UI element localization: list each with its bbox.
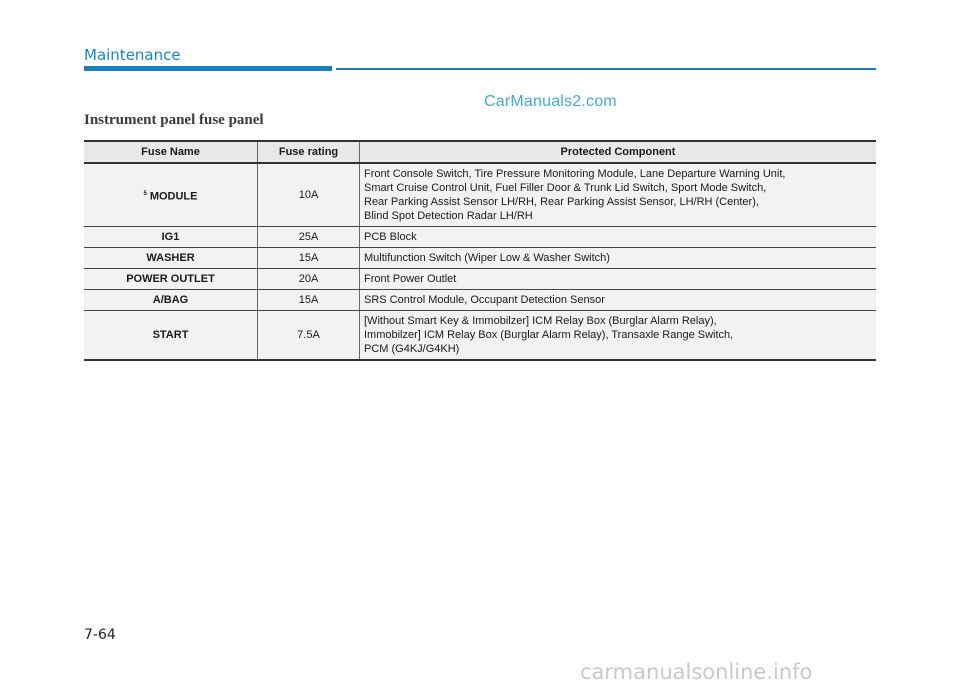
page-heading: Instrument panel fuse panel <box>84 112 264 128</box>
table-row <box>84 269 876 290</box>
fuse-rating: 15A <box>258 290 360 311</box>
fuse-name: WASHER <box>84 248 258 269</box>
fuse-name: IG1 <box>84 227 258 248</box>
component-line: Multifunction Switch (Wiper Low & Washer Switch) <box>364 252 610 264</box>
component-line: Immobilzer] ICM Relay Box (Burglar Alarm Relay), Transaxle Range Switch, <box>364 329 734 341</box>
section-title: Maintenance <box>84 46 181 64</box>
component-line: PCB Block <box>364 231 417 243</box>
fuse-rating: 10A <box>258 163 360 227</box>
fuse-rating: 20A <box>258 269 360 290</box>
fuse-name-cell <box>84 163 258 227</box>
fuse-rating: 7.5A <box>258 311 360 361</box>
footer-watermark: carmanualsonline.info <box>580 660 813 684</box>
protected-component <box>360 311 877 361</box>
watermark: CarManuals2.com <box>484 93 617 110</box>
table-row <box>84 227 876 248</box>
fuse-name: START <box>84 311 258 361</box>
column-header-protected-component: Protected Component <box>360 141 877 163</box>
protected-component <box>360 163 877 227</box>
component-line: SRS Control Module, Occupant Detection Sensor <box>364 294 605 306</box>
fuse-table <box>84 140 876 361</box>
fuse-name: A/BAG <box>84 290 258 311</box>
fuse-name: POWER OUTLET <box>84 269 258 290</box>
column-header-fuse-name: Fuse Name <box>84 141 258 163</box>
table-row <box>84 248 876 269</box>
component-line: Rear Parking Assist Sensor LH/RH, Rear Parking Assist Sensor, LH/RH (Center), <box>364 196 759 208</box>
component-line: PCM (G4KJ/G4KH) <box>364 343 460 355</box>
header-rule-thin <box>336 68 876 70</box>
component-line: Smart Cruise Control Unit, Fuel Filler Door & Trunk Lid Switch, Sport Mode Switch, <box>364 182 767 194</box>
table-row <box>84 290 876 311</box>
protected-component <box>360 269 877 290</box>
component-line: Front Power Outlet <box>364 273 457 285</box>
header-rule-thick <box>84 66 332 71</box>
column-header-fuse-rating: Fuse rating <box>258 141 360 163</box>
table-row <box>84 311 876 361</box>
fuse-rating: 15A <box>258 248 360 269</box>
component-line: [Without Smart Key & Immobilzer] ICM Relay Box (Burglar Alarm Relay), <box>364 315 717 327</box>
page-number: 7-64 <box>84 627 116 643</box>
fuse-name: MODULE <box>149 190 198 203</box>
component-line: Blind Spot Detection Radar LH/RH <box>364 210 533 222</box>
protected-component <box>360 227 877 248</box>
protected-component <box>360 248 877 269</box>
component-line: Front Console Switch, Tire Pressure Monitoring Module, Lane Departure Warning Unit, <box>364 168 786 180</box>
protected-component <box>360 290 877 311</box>
table-header-row <box>84 141 876 163</box>
fuse-name-superscript: 5 <box>143 190 147 197</box>
fuse-rating: 25A <box>258 227 360 248</box>
table-row <box>84 163 876 227</box>
